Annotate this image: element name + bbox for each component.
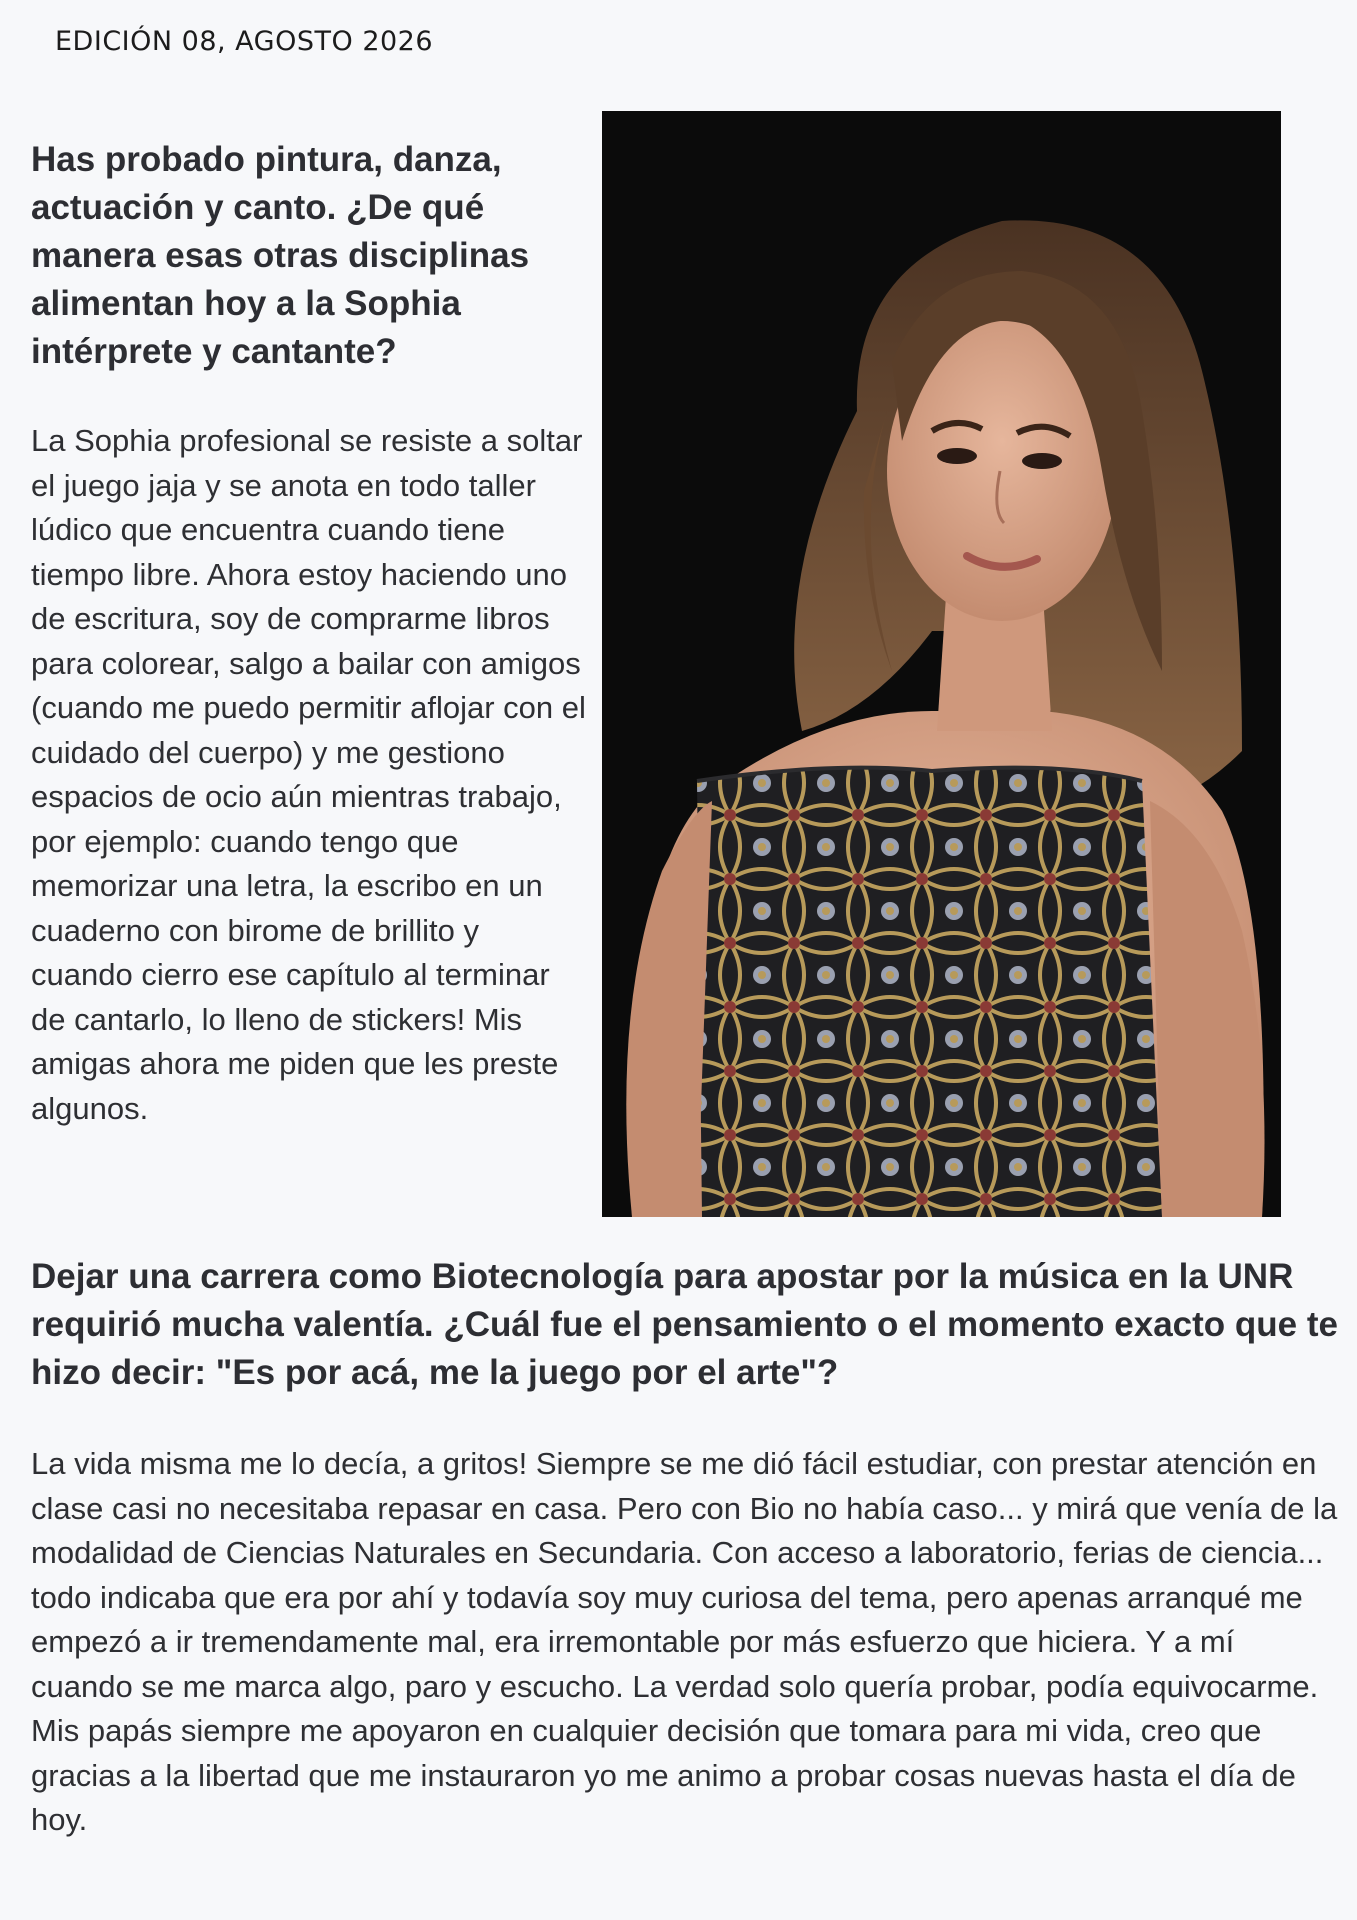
portrait-photo: [602, 111, 1281, 1217]
edition-label: EDICIÓN 08, AGOSTO 2026: [55, 26, 434, 57]
question-heading-2: Dejar una carrera como Biotecnología para apostar por la música en la UNR requirió mucha valentía. ¿Cuál fue el pensamiento o el momento exacto que te hizo decir: "Es por acá, me la juego por el arte"?: [31, 1257, 1338, 1392]
question-heading-1: Has probado pintura, danza, actuación y canto. ¿De qué manera esas otras disciplinas alimentan hoy a la Sophia intérprete y cantante?: [31, 140, 530, 371]
answer-paragraph-1: La Sophia profesional se resiste a soltar el juego jaja y se anota en todo taller lúdico que encuentra cuando tiene tiempo libre. Ahora estoy haciendo uno de escritura, soy de comprarme libros para colorear, salgo a bailar con amigos (cuando me puedo permitir aflojar con el cuidado del cuerpo) y me gestiono espacios de ocio aún mientras trabajo, por ejemplo: cuando tengo que memorizar una letra, la escribo en un cuaderno con birome de brillito y cuando cierro ese capítulo al terminar de cantarlo, lo lleno de stickers! Mis amigas ahora me piden que les preste algunos.: [31, 423, 586, 1126]
portrait-illustration: [602, 111, 1281, 1217]
answer-paragraph-2: La vida misma me lo decía, a gritos! Siempre se me dió fácil estudiar, con prestar atención en clase casi no necesitaba repasar en casa. Pero con Bio no había caso... y mirá que venía de la modalidad de Ciencias Naturales en Secundaria. Con acceso a laboratorio, ferias de ciencia... todo indicaba que era por ahí y todavía soy muy curiosa del tema, pero apenas arranqué me empezó a ir tremendamente mal, era irremontable por más esfuerzo que hiciera. Y a mí cuando se me marca algo, paro y escucho. La verdad solo quería probar, podía equivocarme. Mis papás siempre me apoyaron en cualquier decisión que tomara para mi vida, creo que gracias a la libertad que me instauraron yo me animo a probar cosas nuevas hasta el día de hoy.: [31, 1446, 1338, 1837]
